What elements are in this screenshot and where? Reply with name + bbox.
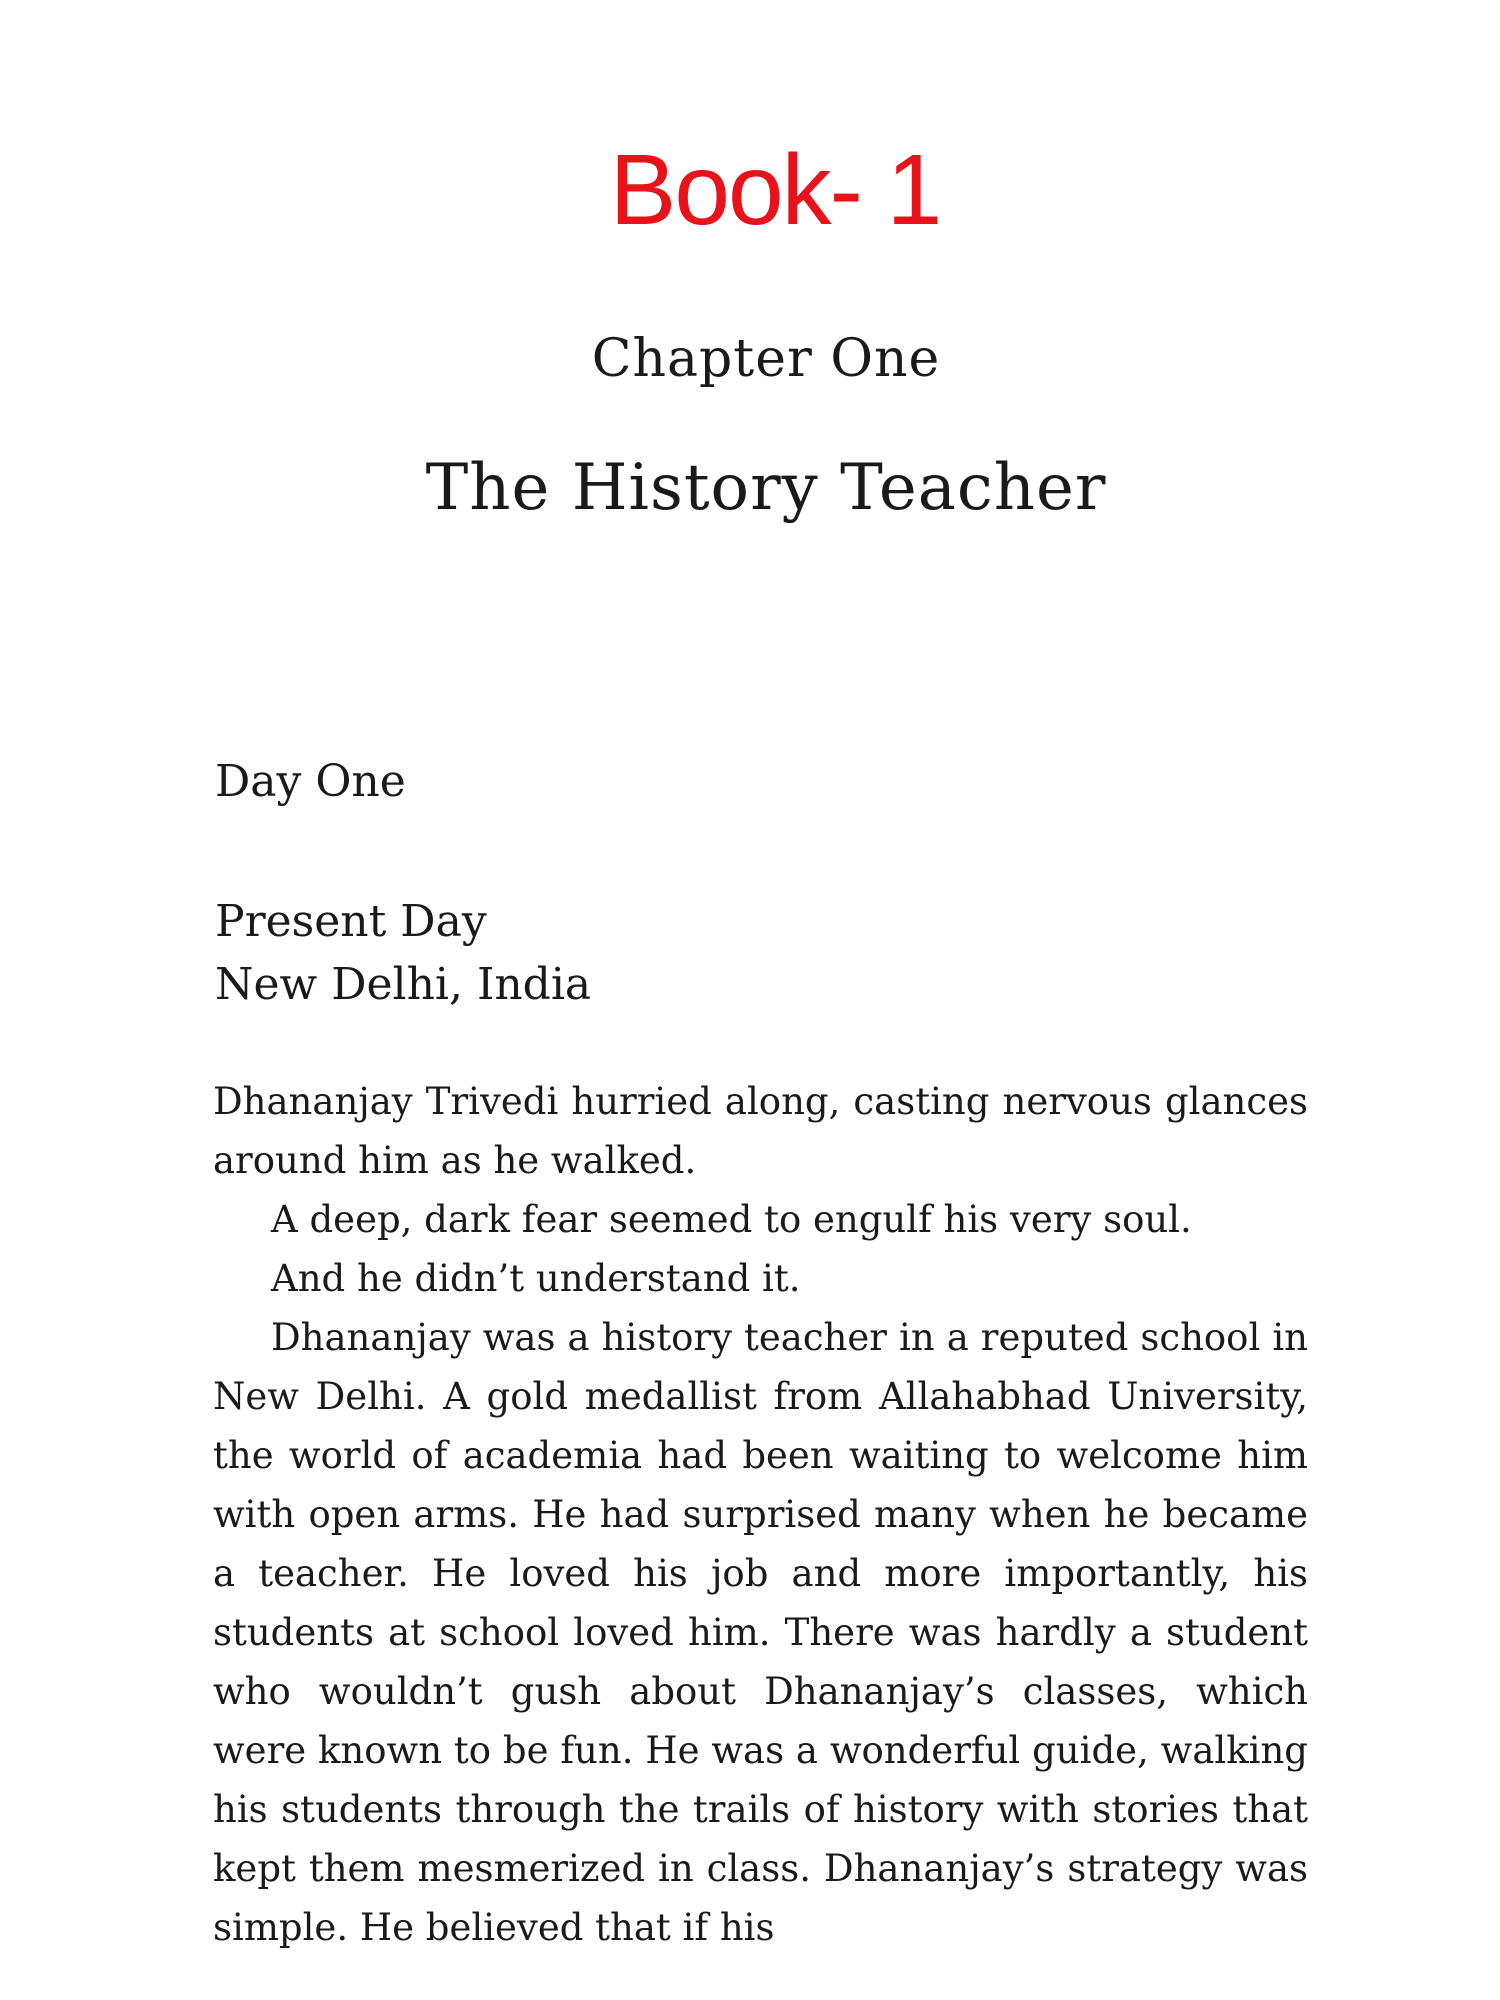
paragraph: And he didn’t understand it. xyxy=(271,1257,801,1300)
place-label: New Delhi, India xyxy=(215,959,592,1010)
time-label: Present Day xyxy=(215,896,487,947)
paragraph: A deep, dark fear seemed to engulf his very soul. xyxy=(271,1198,1192,1241)
chapter-title: The History Teacher xyxy=(425,451,1107,525)
paragraph: Dhananjay was a history teacher in a reputed school in New Delhi. A gold medallist from Allahabhad University, the world of academia had been waiting to welcome him with open arms. He had surprised many when he became a teacher. He loved his job and more importantly, his students at school loved him. There was hardly a student who wouldn’t gush about Dhananjay’s classes, which were known to be fun. He was a wonderful guide, walking his students through the trails of history with stories that kept them mesmerized in class. Dhananjay’s strategy was simple. He believed that if his xyxy=(213,1316,1308,1949)
book-label: Book- 1 xyxy=(609,134,941,246)
chapter-number: Chapter One xyxy=(591,329,941,389)
body-text xyxy=(213,1072,1308,1957)
day-heading: Day One xyxy=(215,756,406,807)
paragraph: Dhananjay Trivedi hurried along, casting nervous glances around him as he walked. xyxy=(213,1080,1308,1182)
setting-heading xyxy=(215,890,591,1016)
